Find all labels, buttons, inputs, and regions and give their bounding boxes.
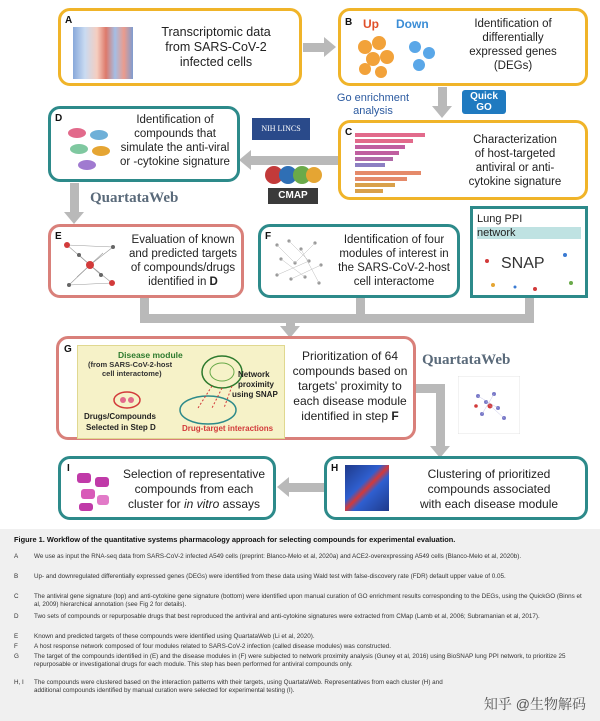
disease-module-sub: (from SARS-CoV-2-host bbox=[88, 360, 173, 369]
caption-text: The antiviral gene signature (top) and anti-cytokine gene signature (bottom) were identified upon manual curation of GO enrichment results corresponding to the DEGs, using the QuickGO (Binns et al, 2009) hierarchical annotation (see Fig 2 for details). bbox=[34, 593, 582, 608]
drug-pills-icon bbox=[112, 390, 142, 410]
quartataweb-logo-2: QuartataWeb bbox=[422, 352, 511, 368]
using-snap-label: using SNAP bbox=[232, 390, 278, 399]
caption-row bbox=[14, 679, 586, 695]
caption-row bbox=[14, 573, 586, 589]
caption-row bbox=[14, 593, 586, 609]
panel-c bbox=[338, 120, 588, 200]
panel-h bbox=[324, 456, 588, 520]
panel-b-line: (DEGs) bbox=[493, 60, 533, 72]
arrow-d-e bbox=[70, 183, 79, 213]
target-network-icon bbox=[57, 235, 123, 295]
caption-text: We use as input the RNA-seq data from SARS-CoV-2 infected A549 cells (preprint: Blanco-Melo et al, 2020a) and ACE2-overexpressing A549 cells (Blanco-Melo et al, 2020b). bbox=[34, 553, 522, 560]
panel-i-line-suffix: assays bbox=[219, 497, 261, 511]
connector-bar bbox=[140, 314, 534, 323]
panel-f-line: the SARS-CoV-2-host bbox=[338, 262, 450, 274]
selected-compounds-icon bbox=[73, 469, 113, 515]
lung-ppi-subtitle: network bbox=[477, 227, 581, 239]
arrow-h-i-head bbox=[277, 477, 289, 497]
watermark: 知乎 @生物解码 bbox=[483, 696, 586, 712]
cmap-icon bbox=[264, 162, 324, 188]
panel-d-line: or -cytokine signature bbox=[120, 156, 230, 168]
drug-target-label: Drug-target interactions bbox=[182, 424, 274, 433]
down-label: Down bbox=[396, 17, 429, 31]
caption-key: A bbox=[14, 553, 19, 560]
cluster-heatmap-icon bbox=[345, 465, 389, 511]
panel-f-letter: F bbox=[265, 231, 272, 242]
panel-f-line: Identification of four bbox=[343, 234, 445, 246]
proximity-diagram bbox=[77, 345, 285, 439]
arrow-g-down bbox=[436, 384, 445, 448]
caption-key: F bbox=[14, 643, 18, 650]
network-label: Network bbox=[238, 370, 270, 379]
caption-key: H, I bbox=[14, 679, 24, 686]
panel-e-line-prefix: identified in bbox=[148, 276, 210, 288]
heatmap-thumbnail bbox=[73, 27, 133, 79]
panel-g-text bbox=[285, 349, 415, 424]
panel-e-line: Evaluation of known bbox=[131, 234, 235, 246]
proximity-label: proximity bbox=[238, 380, 275, 389]
panel-g-line-prefix: identified in step bbox=[301, 409, 392, 423]
compound-pills-icon bbox=[65, 123, 115, 173]
panel-a-line: Transcriptomic data bbox=[161, 25, 271, 39]
panel-d-text bbox=[113, 113, 237, 169]
caption-key: B bbox=[14, 573, 19, 580]
panel-i-line: compounds from each bbox=[134, 482, 254, 496]
lung-ppi-title: Lung PPI bbox=[477, 213, 523, 225]
panel-e-line-bold: D bbox=[209, 276, 218, 288]
caption-row bbox=[14, 553, 586, 569]
panel-i-line: Selection of representative bbox=[122, 467, 266, 481]
quickgo-logo: Quick GO bbox=[462, 90, 506, 114]
panel-f-text bbox=[329, 233, 459, 289]
panel-g-line: Prioritization of 64 bbox=[301, 349, 399, 363]
panel-c-text bbox=[445, 133, 585, 189]
panel-g-line bbox=[285, 409, 415, 424]
panel-i-line-italic: in vitro bbox=[183, 497, 220, 511]
panel-g-line: compounds based on bbox=[292, 364, 408, 378]
panel-h-text bbox=[393, 467, 585, 512]
panel-b-letter: B bbox=[345, 17, 353, 28]
go-enrichment-label bbox=[318, 92, 428, 118]
caption-title: Figure 1. Workflow of the quantitative systems pharmacology approach for selecting compounds for experimental evaluation. bbox=[14, 535, 456, 544]
panel-b-line: Identification of bbox=[474, 18, 552, 30]
disease-module-sub2: cell interactome) bbox=[102, 369, 162, 378]
panel-c-line: Characterization bbox=[473, 134, 557, 146]
arrow-d-e-head bbox=[64, 212, 84, 224]
panel-e-line: of compounds/drugs bbox=[130, 262, 236, 274]
panel-h-line: compounds associated bbox=[427, 482, 551, 496]
caption-text: Up- and downregulated differentially expressed genes (DEGs) were identified from these data using Wald test with false-discovery rate (FDR) default upper value of 0.05. bbox=[34, 573, 506, 580]
selected-step-d-label: Selected in Step D bbox=[86, 423, 156, 432]
arrow-b-c-head bbox=[432, 106, 452, 118]
caption-key: E bbox=[14, 633, 19, 640]
caption-key: C bbox=[14, 593, 19, 600]
drugs-compounds-label: Drugs/Compounds bbox=[84, 412, 156, 421]
panel-g bbox=[56, 336, 416, 440]
panel-d-line: simulate the anti-viral bbox=[120, 142, 230, 154]
panel-e-letter: E bbox=[55, 231, 62, 242]
panel-g-line: targets' proximity to bbox=[298, 379, 402, 393]
caption-key: D bbox=[14, 613, 19, 620]
panel-e-line bbox=[123, 275, 243, 289]
up-label: Up bbox=[363, 17, 379, 31]
go-line: Go enrichment bbox=[336, 92, 410, 104]
panel-a-text bbox=[141, 25, 291, 70]
panel-e-line: and predicted targets bbox=[128, 248, 238, 260]
panel-c-line: antiviral or anti- bbox=[475, 162, 555, 174]
nih-lincs-logo: NIH LINCS bbox=[252, 118, 310, 140]
panel-b-text bbox=[443, 17, 583, 73]
panel-c-line: of host-targeted bbox=[474, 148, 556, 160]
panel-a-line: infected cells bbox=[179, 55, 253, 69]
go-bar-chart-icon bbox=[355, 129, 445, 195]
arrow-a-b bbox=[303, 43, 325, 52]
panel-g-line-bold: F bbox=[391, 409, 399, 423]
panel-i-line bbox=[113, 497, 275, 512]
panel-h-line: Clustering of prioritized bbox=[427, 467, 551, 481]
panel-g-letter: G bbox=[64, 344, 72, 355]
arrow-h-i bbox=[288, 483, 324, 492]
caption-text: The compounds were clustered based on the interaction patterns with their targets, using QuartataWeb. Representatives from each cluster (H) and additional compounds identified by manual curation were selected for experimental testing (I). bbox=[34, 679, 443, 694]
panel-b bbox=[338, 8, 588, 86]
panel-i bbox=[58, 456, 276, 520]
panel-b-line: differentially bbox=[482, 32, 544, 44]
caption-text: The target of the compounds identified in (E) and the disease modules in (F) were subjected to network proximity analysis (Guney et al, 2016) using BioSNAP lung PPI network, to prioritize 25 repurposable or investigational drugs for each module. This step has been performed for antiviral compounds only. bbox=[34, 653, 566, 668]
panel-i-line-prefix: cluster for bbox=[127, 497, 184, 511]
panel-c-line: cytokine signature bbox=[468, 176, 562, 188]
cmap-label: CMAP bbox=[268, 188, 318, 204]
arrow-c-d-head bbox=[239, 150, 251, 170]
interactome-icon bbox=[269, 235, 329, 293]
cluster-network-thumbnail bbox=[458, 376, 520, 434]
disease-module-label: Disease module bbox=[118, 350, 183, 360]
arrow-a-b-head bbox=[324, 37, 336, 57]
caption-text: Two sets of compounds or repurposable drugs that best reproduced the antiviral and anti-cytokine signatures were extracted from CMap (Lamb et al, 2006; Subramanian et al, 2017). bbox=[34, 613, 540, 620]
panel-f-line: modules of interest in bbox=[339, 248, 449, 260]
quartataweb-logo-1: QuartataWeb bbox=[90, 190, 179, 206]
panel-f-line: cell interactome bbox=[353, 276, 435, 288]
panel-a-letter: A bbox=[65, 15, 73, 26]
panel-d-line: compounds that bbox=[134, 128, 216, 140]
panel-h-letter: H bbox=[331, 463, 339, 474]
panel-d bbox=[48, 106, 240, 182]
panel-f bbox=[258, 224, 460, 298]
caption-row bbox=[14, 613, 586, 629]
caption-text: A host response network composed of four modules related to SARS-CoV-2 infection (called disease modules) was constructed. bbox=[34, 643, 392, 650]
deg-bubbles bbox=[353, 33, 443, 83]
caption-row bbox=[14, 653, 586, 677]
caption-row bbox=[14, 643, 586, 651]
panel-d-line: Identification of bbox=[136, 114, 214, 126]
panel-e bbox=[48, 224, 244, 298]
caption-key: G bbox=[14, 653, 19, 660]
go-line: analysis bbox=[353, 105, 393, 117]
panel-i-letter: I bbox=[67, 463, 70, 474]
panel-d-letter: D bbox=[55, 113, 63, 124]
panel-h-line: with each disease module bbox=[419, 497, 559, 511]
panel-c-letter: C bbox=[345, 127, 353, 138]
snap-logo: SNAP bbox=[501, 255, 545, 272]
panel-e-text bbox=[123, 233, 243, 289]
caption-text: Known and predicted targets of these compounds were identified using QuartataWeb (Li et al, 2020). bbox=[34, 633, 315, 640]
panel-b-line: expressed genes bbox=[469, 46, 557, 58]
lung-ppi-box bbox=[470, 206, 588, 298]
panel-a-line: from SARS-CoV-2 bbox=[165, 40, 267, 54]
arrow-b-c bbox=[438, 87, 447, 107]
ppi-dots-icon bbox=[475, 225, 585, 295]
panel-g-line: each disease module bbox=[293, 394, 407, 408]
panel-a bbox=[58, 8, 302, 86]
caption-row bbox=[14, 633, 586, 641]
panel-i-text bbox=[113, 467, 275, 512]
